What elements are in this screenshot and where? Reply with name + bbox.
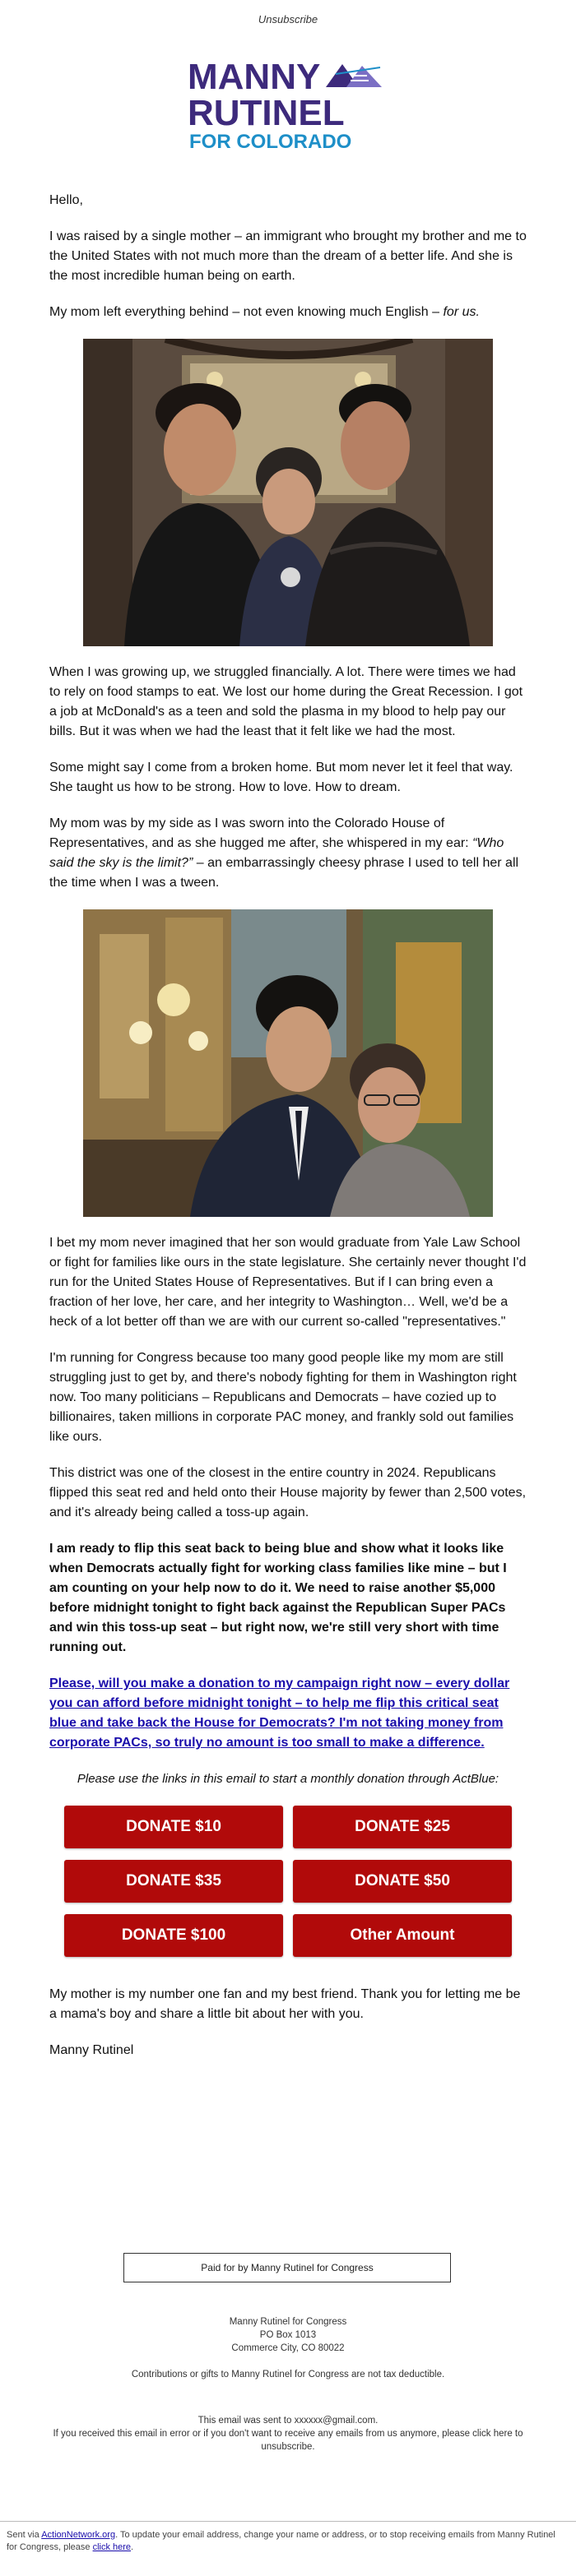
monthly-donation-note: Please use the links in this email to start a monthly donation through ActBlue: [77, 1772, 499, 1786]
paragraph-intro: I was raised by a single mother – an immigrant who brought my brother and me to the United States with not much more than the dream of a better life. And she is the most incredible human being on earth. [49, 229, 527, 283]
footer-city: Commerce City, CO 80022 [231, 2343, 345, 2353]
paragraph-broken-home: Some might say I come from a broken home. But mom never let it feel that way. She taught us how to be strong. How to love. How to dream. [49, 761, 513, 794]
tax-disclaimer-text: Contributions or gifts to Manny Rutinel for Congress are not tax deductible. [131, 2370, 445, 2379]
sent-to-text: This email was sent to xxxxxx@gmail.com. [197, 2416, 379, 2426]
footer-divider [0, 2521, 576, 2522]
paragraph-sworn-in [49, 814, 527, 893]
donate-25-button[interactable]: DONATE $25 [293, 1806, 512, 1848]
paragraph-mom-left-emphasis: for us. [443, 305, 480, 319]
unsubscribe-link[interactable]: Unsubscribe [258, 13, 318, 25]
paragraph-mom-left-text: My mom left everything behind – not even knowing much English – [49, 305, 444, 319]
capitol-photo [83, 909, 493, 1217]
manage-subscription-link[interactable]: click here [92, 2542, 132, 2552]
paid-for-disclaimer: Paid for by Manny Rutinel for Congress [123, 2253, 451, 2282]
logo-line-manny: MANNY [188, 57, 321, 97]
paragraph-donate-link [49, 1674, 527, 1753]
campaign-logo [186, 56, 390, 153]
greeting: Hello, [49, 193, 83, 207]
paragraph-mom-left [49, 303, 527, 322]
mountain-icon [326, 64, 382, 87]
paragraph-running: I'm running for Congress because too many good people like my mom are still struggling just to get by, and there's nobody fighting for them in Washington right now. Too many politicians – Republicans and Democrats – have cozied up to billionaires, taken millions in corporate PAC money, and frankly sold out families like ours. [49, 1351, 517, 1444]
action-network-footer [7, 2529, 566, 2554]
tax-disclaimer [49, 2368, 527, 2381]
donate-35-button[interactable]: DONATE $35 [64, 1860, 283, 1903]
mailing-address [49, 2315, 527, 2355]
email-body [49, 191, 527, 2077]
paragraph-yale: I bet my mom never imagined that her son would graduate from Yale Law School or fight for families like ours in the state legislature. She certainly never thought I'd run for the United States House of Representatives. But if I can bring even a fraction of her love, her care, and her integrity to Washington… Well, we'd be a heck of a lot better off than we are with our current so-called "representatives." [49, 1236, 527, 1329]
footer-po-box: PO Box 1013 [259, 2330, 317, 2340]
paragraph-closing: My mother is my number one fan and my best friend. Thank you for letting me be a mama's boy and share a little bit about her with you. [49, 1987, 521, 2021]
sky-limit-quote: “Who said the sky is the limit?” [49, 836, 504, 870]
paragraph-ask-bold: I am ready to flip this seat back to being blue and show what it looks like when Democrats actually fight for working class families like mine – but I am counting on your help now to do it. We need to raise another $5,000 before midnight tonight to fight back against the Republican Super PACs and win this toss-up seat – but right now, we're still very short with time running out. [49, 1542, 507, 1654]
logo-line-tagline: FOR COLORADO [189, 131, 352, 153]
an-end: . [131, 2542, 134, 2552]
paragraph-sworn-in-text: My mom was by my side as I was sworn into the Colorado House of Representatives, and as she hugged me after, she whispered in my ear: [49, 816, 473, 850]
action-network-link[interactable]: ActionNetwork.org [41, 2530, 116, 2540]
paragraph-struggle: When I was growing up, we struggled financially. A lot. There were times we had to rely on food stamps to eat. We lost our home during the Great Recession. I got a job at McDonald's as a teen and sold the plasma in my blood to help pay our bills. But it was when we had the least that it felt like we had the most. [49, 665, 523, 738]
donate-other-amount-button[interactable]: Other Amount [293, 1914, 512, 1957]
signature: Manny Rutinel [49, 2043, 134, 2057]
logo-line-rutinel: RUTINEL [188, 93, 345, 133]
recipient-notice [49, 2414, 527, 2453]
unsubscribe-notice[interactable]: If you received this email in error or if you don't want to receive any emails from us anymore, please click here to unsubscribe. [53, 2429, 523, 2452]
paragraph-sworn-in-tail: – an embarrassingly cheesy phrase I used to tell her all the time when I was a tween. [49, 856, 519, 890]
donate-100-button[interactable]: DONATE $100 [64, 1914, 283, 1957]
donate-50-button[interactable]: DONATE $50 [293, 1860, 512, 1903]
donate-link[interactable]: Please, will you make a donation to my campaign right now – every dollar you can afford before midnight tonight – to help me flip this critical seat blue and take back the House for Democrats? I'm not taking money from corporate PACs, so truly no amount is too small to make a difference. [49, 1676, 510, 1750]
an-text: . To update your email address, change your name or address, or to stop receiving emails from Manny Rutinel for Congress, please [7, 2530, 555, 2552]
footer-org-name: Manny Rutinel for Congress [229, 2317, 347, 2327]
donate-10-button[interactable]: DONATE $10 [64, 1806, 283, 1848]
family-photo [83, 339, 493, 646]
an-prefix: Sent via [7, 2530, 42, 2540]
paragraph-district: This district was one of the closest in the entire country in 2024. Republicans flipped this seat red and held onto their House majority by fewer than 2,500 votes, and it's already being called a toss-up again. [49, 1466, 527, 1519]
donate-button-grid [49, 1806, 527, 1957]
